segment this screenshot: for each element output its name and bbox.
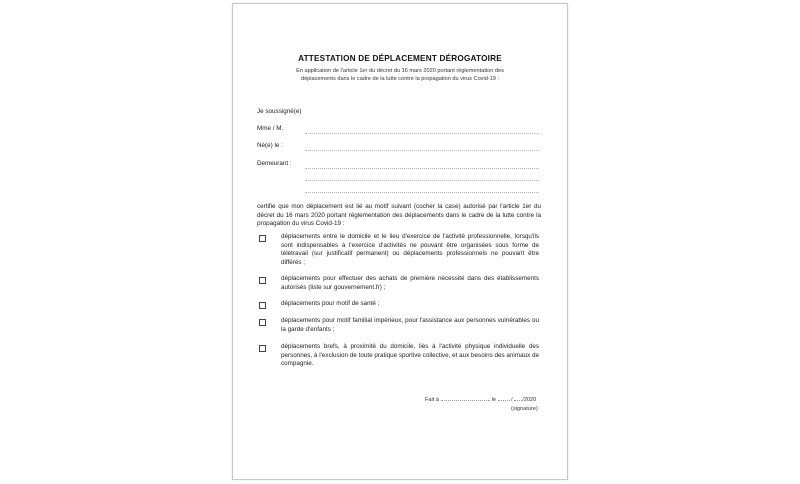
date-slash: /	[511, 397, 513, 403]
subtitle-line-2: déplacements dans le cadre de la lutte contre la propagation du virus Covid-19 :	[300, 75, 500, 82]
certify-paragraph: certifie que mon déplacement est lié au motif suivant (cocher la case) autorisé par l'article 1er du décret du 16 mars 2020 portant réglementation des déplacements dans le cadre de la lutte contre la propagation du virus Covid-19 :	[257, 203, 541, 228]
document-title: ATTESTATION DE DÉPLACEMENT DÉROGATOIRE	[298, 54, 502, 63]
checkbox-work[interactable]	[259, 235, 266, 242]
name-label: Mme / M.	[257, 125, 284, 132]
undersigned-label: Je soussigné(e)	[257, 108, 302, 115]
birth-field[interactable]	[305, 150, 539, 151]
checkbox-shopping[interactable]	[259, 277, 266, 284]
checkbox-exercise[interactable]	[259, 345, 266, 352]
date-year: /2020	[522, 397, 537, 403]
option-work: déplacements entre le domicile et le lieu d'exercice de l'activité professionnelle, lorsqu'ils sont indispensables à l'exercice d'activités ne pouvant être organisées sous forme de télétravail (sur justificatif permanent) ou déplacements professionnels ne pouvant être différés ;	[281, 233, 539, 266]
name-field[interactable]	[305, 133, 539, 134]
date-le-label: , le	[488, 397, 497, 403]
place-field[interactable]	[441, 395, 489, 401]
option-shopping: déplacements pour effectuer des achats de première nécessité dans des établissements autorisés (liste sur gouvernement.fr) ;	[281, 275, 539, 291]
subtitle-line-1: En application de l'article 1er du décret du 16 mars 2020 portant réglementation des	[296, 68, 504, 74]
signature-label: (signature)	[511, 406, 538, 412]
address-field-line-3[interactable]	[305, 192, 539, 193]
document-subtitle	[267, 68, 533, 83]
option-health: déplacements pour motif de santé ;	[281, 300, 380, 307]
fait-a-label: Fait à	[425, 397, 439, 403]
address-field-line-2[interactable]	[305, 180, 539, 181]
day-field[interactable]	[498, 395, 510, 401]
checkbox-family[interactable]	[259, 319, 266, 326]
address-label: Demeurant :	[257, 160, 292, 167]
option-exercise: déplacements brefs, à proximité du domicile, liés à l'activité physique individuelle des personnes, à l'exclusion de toute pratique sportive collective, et aux besoins des animaux de compagnie.	[281, 343, 539, 368]
attestation-page	[232, 3, 568, 480]
birth-label: Né(e) le :	[257, 142, 283, 149]
address-field-line-1[interactable]	[305, 168, 539, 169]
date-place-line	[425, 395, 536, 403]
option-family: déplacements pour motif familial impérieux, pour l'assistance aux personnes vulnérables ou la garde d'enfants ;	[281, 317, 539, 333]
checkbox-health[interactable]	[259, 302, 266, 309]
